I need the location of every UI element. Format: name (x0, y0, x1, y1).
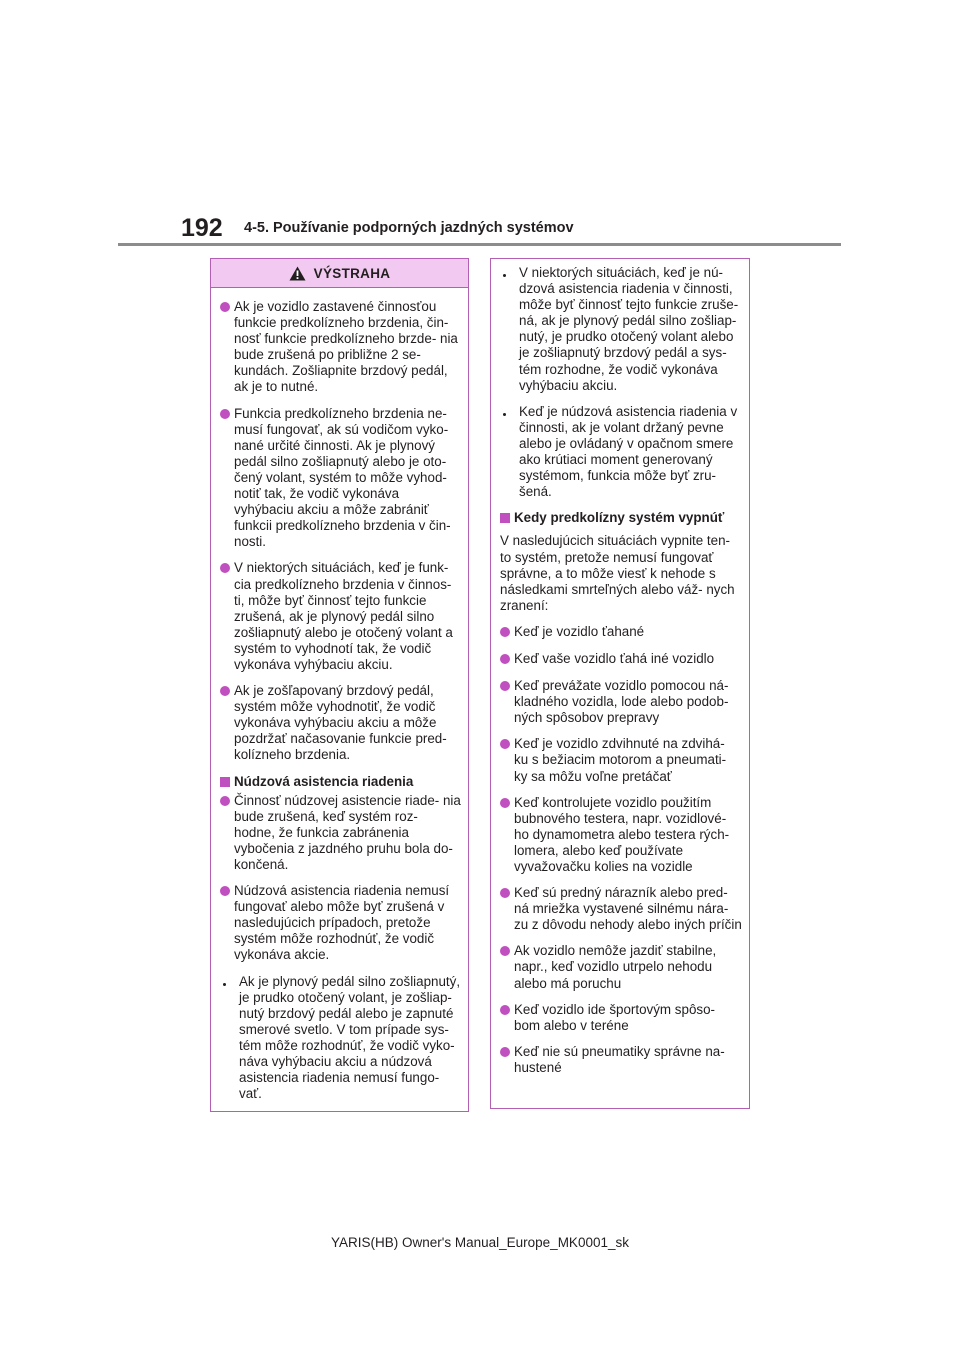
list-item: Keď kontrolujete vozidlo použitím bubnového testera, napr. vozidlové- ho dynamometra alebo testera rých- lomera, alebo keď používate vyvažovačku kolies na vozidle (500, 795, 742, 875)
bullet-circle-icon (220, 686, 230, 696)
bullet-circle-icon (220, 563, 230, 573)
list-item: Keď je núdzová asistencia riadenia v činnosti, ak je volant držaný pevne alebo je ovládaný v opačnom smere ako krútiaci moment generovaný systémom, funkcia môže byť zru- šená. (500, 404, 742, 501)
paragraph: V nasledujúcich situáciách vypnite ten- to systém, pretože nemusí fungovať správne, a to môže viesť k nehode s následkami smrteľných alebo váž- nych zranení: (500, 533, 735, 613)
list-item: Ak je zošľapovaný brzdový pedál, systém môže vyhodnotiť, že vodič vykonáva vyhýbaciu akciu a môže pozdržať načasovanie funkcie pred- kolízneho brzdenia. (220, 683, 461, 763)
warning-header (211, 259, 468, 288)
bullet-circle-icon (220, 409, 230, 419)
header-rule (118, 243, 841, 246)
continued-content (491, 259, 749, 1076)
bullet-circle-icon (500, 654, 510, 664)
continued-box (490, 258, 750, 1109)
list-item: Keď je vozidlo zdvihnuté na zdvihá- ku s bežiacim motorom a pneumati- ky sa môžu voľne pretáčať (500, 736, 742, 784)
bullet-dot-icon (503, 413, 506, 416)
bullet-circle-icon (500, 888, 510, 898)
subheading: Núdzová asistencia riadenia (220, 774, 461, 791)
warning-title: VÝSTRAHA (313, 265, 391, 281)
bullet-circle-icon (220, 886, 230, 896)
bullet-circle-icon (220, 796, 230, 806)
bullet-dot-icon (503, 274, 506, 277)
list-item: Keď vozidlo ide športovým spôso- bom alebo v teréne (500, 1002, 742, 1034)
bullet-circle-icon (220, 302, 230, 312)
bullet-circle-icon (500, 946, 510, 956)
list-item: Núdzová asistencia riadenia nemusí fungovať alebo môže byť zrušená v nasledujúcich prípadoch, pretože systém môže rozhodnúť, že vodič vykonáva akcie. (220, 883, 461, 963)
bullet-circle-icon (500, 739, 510, 749)
bullet-circle-icon (500, 627, 510, 637)
warning-content (211, 288, 468, 1102)
subheading: Kedy predkolízny systém vypnúť (500, 510, 742, 527)
list-item: Keď je vozidlo ťahané (500, 624, 742, 641)
list-item: Ak je plynový pedál silno zošliapnutý, je prudko otočený volant, je zošliap- nutý brzdový pedál alebo je zapnuté smerové svetlo. V tom prípade sys- tém môže rozhodnúť, že vodič vyko- náva vyhýbaciu akciu a núdzová asistencia riadenia nemusí fungo- vať. (220, 974, 461, 1103)
list-item: Činnosť núdzovej asistencie riade- nia bude zrušená, keď systém roz- hodne, že funkcia zabránenia vybočenia z jazdného pruhu bola do- končená. (220, 793, 461, 873)
list-item: Keď vaše vozidlo ťahá iné vozidlo (500, 651, 742, 668)
footer: YARIS(HB) Owner's Manual_Europe_MK0001_sk (331, 1235, 629, 1250)
bullet-circle-icon (500, 1047, 510, 1057)
bullet-square-icon (220, 777, 230, 787)
page-number: 192 (181, 214, 223, 242)
list-item: V niektorých situáciách, keď je funk- cia predkolízneho brzdenia v činnos- ti, môže byť činnosť tejto funkcie zrušená, ak je plynový pedál silno zošliapnutý alebo je otočený volant a systém to vyhodnotí tak, že vodič vykonáva vyhýbaciu akciu. (220, 560, 461, 673)
bullet-square-icon (500, 513, 510, 523)
bullet-circle-icon (500, 681, 510, 691)
list-item: Funkcia predkolízneho brzdenia ne- musí fungovať, ak sú vodičom vyko- nané určité činnosti. Ak je plynový pedál silno zošliapnutý alebo je oto- čený volant, systém to môže vyhod- notiť tak, že vodič vykonáva vyhýbaciu akciu a môže zabrániť funkcii predkolízneho brzdenia v čin- nosti. (220, 406, 461, 551)
list-item: Keď prevážate vozidlo pomocou ná- kladného vozidla, lode alebo podob- ných spôsobov prepravy (500, 678, 742, 726)
list-item: Ak je vozidlo zastavené činnosťou funkcie predkolízneho brzdenia, čin- nosť funkcie predkolízneho brzde- nia bude zrušená po približne 2 se- kundách. Zošliapnite brzdový pedál, ak je to nutné. (220, 299, 461, 396)
warning-box (210, 258, 469, 1112)
list-item: Keď sú predný nárazník alebo pred- ná mriežka vystavené silnému nára- zu z dôvodu nehody alebo iných príčin (500, 885, 742, 933)
section-title: 4-5. Používanie podporných jazdných systémov (244, 220, 574, 236)
list-item: Ak vozidlo nemôže jazdiť stabilne, napr., keď vozidlo utrpelo nehodu alebo má poruchu (500, 943, 742, 991)
list-item: Keď nie sú pneumatiky správne na- hustené (500, 1044, 742, 1076)
bullet-dot-icon (223, 983, 226, 986)
warning-triangle-icon (289, 266, 306, 281)
bullet-circle-icon (500, 1005, 510, 1015)
bullet-circle-icon (500, 798, 510, 808)
list-item: V niektorých situáciách, keď je nú- dzová asistencia riadenia v činnosti, môže byť činnosť tejto funkcie zruše- ná, ak je plynový pedál silno zošliap- nutý, je prudko otočený volant alebo je zošliapnutý brzdový pedál a sys- tém rozhodne, že vodič vykonáva vyhýbaciu akciu. (500, 265, 742, 394)
